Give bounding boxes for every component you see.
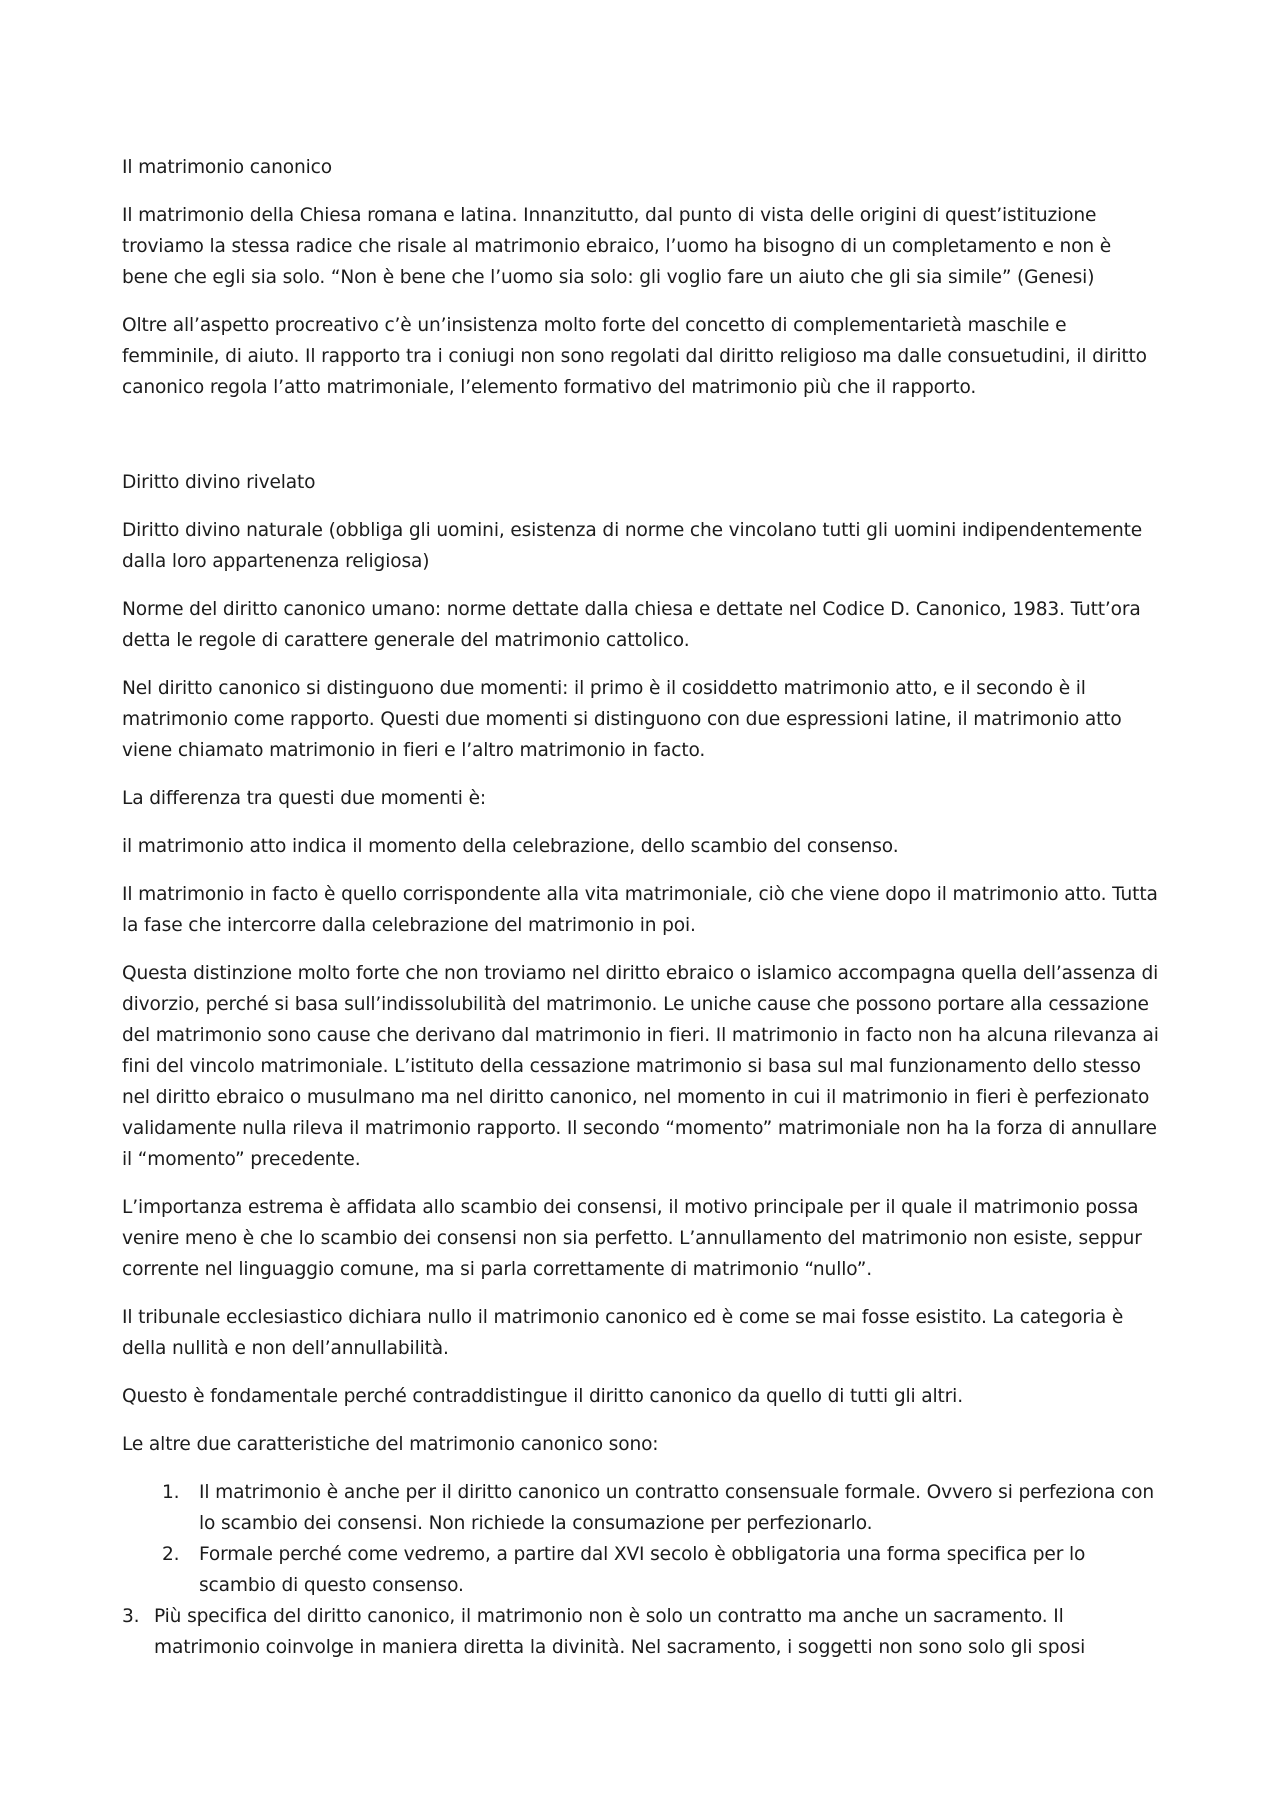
paragraph: Il tribunale ecclesiastico dichiara nullo il matrimonio canonico ed è come se mai fosse esistito. La categoria è della nullità e non dell’annullabilità.	[122, 1307, 1124, 1359]
paragraph: Oltre all’aspetto procreativo c’è un’insistenza molto forte del concetto di complementarietà maschile e femminile, di aiuto. Il rapporto tra i coniugi non sono regolati dal diritto religioso ma dalle consuetudini, il diritto canonico regola l’atto matrimoniale, l’elemento formativo del matrimonio più che il rapporto.	[122, 315, 1147, 398]
paragraph: Il matrimonio della Chiesa romana e latina. Innanzitutto, dal punto di vista delle origini di quest’istituzione troviamo la stessa radice che risale al matrimonio ebraico, l’uomo ha bisogno di un completamento e non è bene che egli sia solo. “Non è bene che l’uomo sia solo: gli voglio fare un aiuto che gli sia simile” (Genesi)	[122, 205, 1112, 288]
paragraph: La differenza tra questi due momenti è:	[122, 788, 486, 809]
paragraph: il matrimonio atto indica il momento della celebrazione, dello scambio del consenso.	[122, 836, 899, 857]
document-body	[122, 152, 1162, 1663]
paragraph: Norme del diritto canonico umano: norme dettate dalla chiesa e dettate nel Codice D. Canonico, 1983. Tutt’ora detta le regole di carattere generale del matrimonio cattolico.	[122, 599, 1141, 651]
numbered-list	[122, 1477, 1162, 1663]
paragraph: Nel diritto canonico si distinguono due momenti: il primo è il cosiddetto matrimonio atto, e il secondo è il matrimonio come rapporto. Questi due momenti si distinguono con due espressioni latine, il matrimonio atto viene chiamato matrimonio in fieri e l’altro matrimonio in facto.	[122, 678, 1122, 761]
paragraph: Questo è fondamentale perché contraddistingue il diritto canonico da quello di tutti gli altri.	[122, 1386, 963, 1407]
list-item-text: Formale perché come vedremo, a partire dal XVI secolo è obbligatoria una forma specifica per lo scambio di questo consenso.	[199, 1544, 1086, 1596]
list-item	[122, 1539, 1162, 1601]
section-heading: Diritto divino rivelato	[122, 472, 316, 493]
list-number: 3.	[122, 1606, 140, 1627]
list-item	[122, 1477, 1162, 1539]
blank-line	[122, 420, 1162, 467]
document-title: Il matrimonio canonico	[122, 157, 332, 178]
list-item	[122, 1601, 1162, 1663]
paragraph: L’importanza estrema è affidata allo scambio dei consensi, il motivo principale per il quale il matrimonio possa venire meno è che lo scambio dei consensi non sia perfetto. L’annullamento del matrimonio non esiste, seppur corrente nel linguaggio comune, ma si parla correttamente di matrimonio “nullo”.	[122, 1197, 1142, 1280]
list-number: 2.	[162, 1544, 180, 1565]
paragraph: Le altre due caratteristiche del matrimonio canonico sono:	[122, 1434, 659, 1455]
paragraph: Il matrimonio in facto è quello corrispondente alla vita matrimoniale, ciò che viene dopo il matrimonio atto. Tutta la fase che intercorre dalla celebrazione del matrimonio in poi.	[122, 884, 1158, 936]
list-number: 1.	[162, 1482, 180, 1503]
list-item-text: Più specifica del diritto canonico, il matrimonio non è solo un contratto ma anche un sacramento. Il matrimonio coinvolge in maniera diretta la divinità. Nel sacramento, i soggetti non sono solo gli sposi	[154, 1606, 1086, 1658]
paragraph: Questa distinzione molto forte che non troviamo nel diritto ebraico o islamico accompagna quella dell’assenza di divorzio, perché si basa sull’indissolubilità del matrimonio. Le uniche cause che possono portare alla cessazione del matrimonio sono cause che derivano dal matrimonio in fieri. Il matrimonio in facto non ha alcuna rilevanza ai fini del vincolo matrimoniale. L’istituto della cessazione matrimonio si basa sul mal funzionamento dello stesso nel diritto ebraico o musulmano ma nel diritto canonico, nel momento in cui il matrimonio in fieri è perfezionato validamente nulla rileva il matrimonio rapporto. Il secondo “momento” matrimoniale non ha la forza di annullare il “momento” precedente.	[122, 963, 1159, 1170]
list-item-text: Il matrimonio è anche per il diritto canonico un contratto consensuale formale. Ovvero si perfeziona con lo scambio dei consensi. Non richiede la consumazione per perfezionarlo.	[199, 1482, 1155, 1534]
paragraph: Diritto divino naturale (obbliga gli uomini, esistenza di norme che vincolano tutti gli uomini indipendentemente dalla loro appartenenza religiosa)	[122, 520, 1143, 572]
